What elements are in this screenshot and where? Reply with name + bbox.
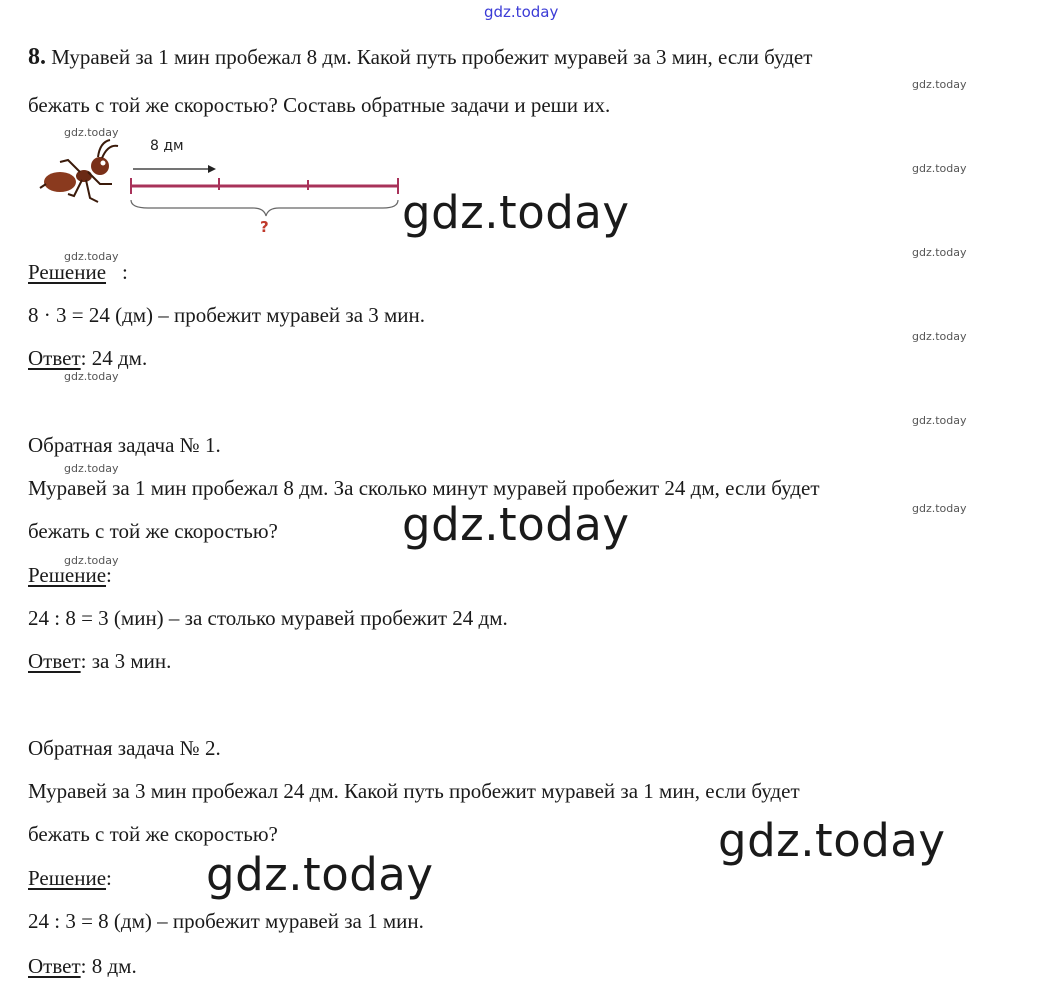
solution-label: Решение xyxy=(28,260,107,284)
inverse1-title: Обратная задача № 1. xyxy=(28,433,221,457)
task-line-1 xyxy=(28,44,812,70)
watermark-small: gdz.today xyxy=(912,502,967,515)
watermark-small: gdz.today xyxy=(912,162,967,175)
watermark-small: gdz.today xyxy=(64,250,119,263)
inverse2-answer xyxy=(28,953,137,979)
inverse1-answer xyxy=(28,648,171,674)
solution-label-text: Решение xyxy=(28,866,107,890)
main-solution: 8 · 3 = 24 (дм) – пробежит муравей за 3 мин. xyxy=(28,303,426,327)
watermark-large: gdz.today xyxy=(402,186,630,239)
watermark-large: gdz.today xyxy=(206,848,434,901)
top-watermark: gdz.today xyxy=(484,3,559,21)
solution-label-text: Решение xyxy=(28,563,107,587)
inverse1-solution-label: Решение: xyxy=(28,563,112,587)
answer-value: : за 3 мин. xyxy=(80,649,172,673)
main-answer xyxy=(28,345,147,371)
watermark-large: gdz.today xyxy=(718,814,946,867)
inverse2-solution-label: Решение: xyxy=(28,866,112,890)
answer-label: Ответ xyxy=(28,649,81,673)
segment-brace xyxy=(131,200,398,216)
ant-illustration xyxy=(40,140,118,202)
solution-colon: : xyxy=(122,260,128,284)
inverse1-line-2: бежать с той же скоростью? xyxy=(28,519,278,543)
watermark-small: gdz.today xyxy=(64,370,119,383)
task-text-1: Муравей за 1 мин пробежал 8 дм. Какой путь пробежит муравей за 3 мин, если будет xyxy=(46,45,813,69)
answer-value: : 8 дм. xyxy=(80,954,137,978)
inverse2-title: Обратная задача № 2. xyxy=(28,736,221,760)
inverse1-solution: 24 : 8 = 3 (мин) – за столько муравей пробежит 24 дм. xyxy=(28,606,508,630)
answer-label: Ответ xyxy=(28,346,81,370)
ant-segment-diagram xyxy=(38,132,418,242)
inverse2-line-2: бежать с той же скоростью? xyxy=(28,822,278,846)
watermark-small: gdz.today xyxy=(64,462,119,475)
watermark-small: gdz.today xyxy=(64,554,119,567)
watermark-small: gdz.today xyxy=(912,78,967,91)
segment-label: 8 дм xyxy=(150,138,184,154)
task-number: 8. xyxy=(28,44,46,70)
watermark-small: gdz.today xyxy=(912,246,967,259)
watermark-small: gdz.today xyxy=(912,414,967,427)
inverse1-line-1: Муравей за 1 мин пробежал 8 дм. За сколько минут муравей пробежит 24 дм, если будет xyxy=(28,476,820,500)
inverse2-line-1: Муравей за 3 мин пробежал 24 дм. Какой путь пробежит муравей за 1 мин, если будет xyxy=(28,779,800,803)
watermark-small: gdz.today xyxy=(64,126,119,139)
answer-value: : 24 дм. xyxy=(80,346,148,370)
watermark-small: gdz.today xyxy=(912,330,967,343)
watermark-large: gdz.today xyxy=(402,498,630,551)
task-line-2: бежать с той же скоростью? Составь обратные задачи и реши их. xyxy=(28,93,611,117)
inverse2-solution: 24 : 3 = 8 (дм) – пробежит муравей за 1 мин. xyxy=(28,909,424,933)
answer-label: Ответ xyxy=(28,954,81,978)
question-mark: ? xyxy=(260,218,269,236)
